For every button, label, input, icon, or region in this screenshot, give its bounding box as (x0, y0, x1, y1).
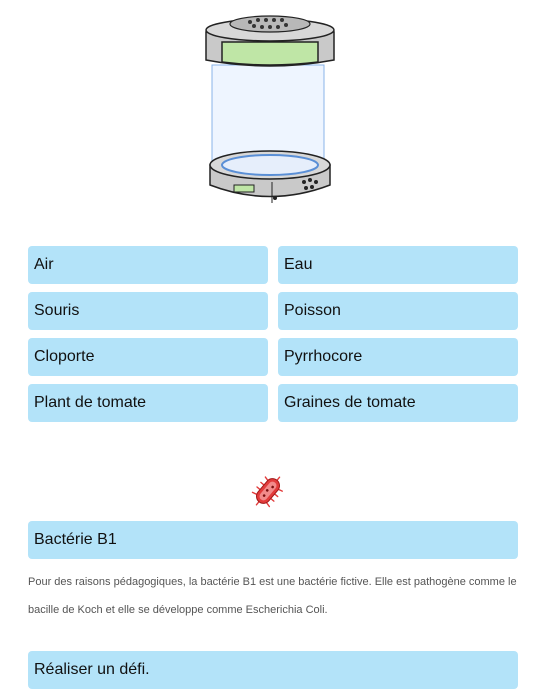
choice-label: Souris (34, 302, 80, 319)
choice-label: Plant de tomate (34, 394, 147, 411)
choice-label: Air (34, 256, 54, 273)
choice-air[interactable] (28, 246, 268, 284)
incubator-jar-icon (200, 10, 340, 210)
choice-label: Pyrrhocore (284, 348, 363, 365)
bacteria-b1-button[interactable] (28, 521, 518, 559)
bacteria-label: Bactérie B1 (34, 531, 117, 548)
choice-pyrrhocore[interactable] (278, 338, 518, 376)
choice-label: Poisson (284, 302, 341, 319)
challenge-button[interactable] (28, 651, 518, 689)
choices-grid (28, 246, 518, 422)
choice-graines-de-tomate[interactable] (278, 384, 518, 422)
bacteria-icon (248, 470, 288, 512)
challenge-label: Réaliser un défi. (34, 661, 150, 678)
choice-label: Graines de tomate (284, 394, 416, 411)
choice-poisson[interactable] (278, 292, 518, 330)
choice-eau[interactable] (278, 246, 518, 284)
choice-plant-de-tomate[interactable] (28, 384, 268, 422)
choice-label: Cloporte (34, 348, 95, 365)
bacteria-note: Pour des raisons pédagogiques, la bactérie B1 est une bactérie fictive. Elle est pathogène comme le bacille de Koch et elle se développe comme Escherichia Coli. (28, 576, 517, 616)
choice-cloporte[interactable] (28, 338, 268, 376)
choice-label: Eau (284, 256, 313, 273)
choice-souris[interactable] (28, 292, 268, 330)
